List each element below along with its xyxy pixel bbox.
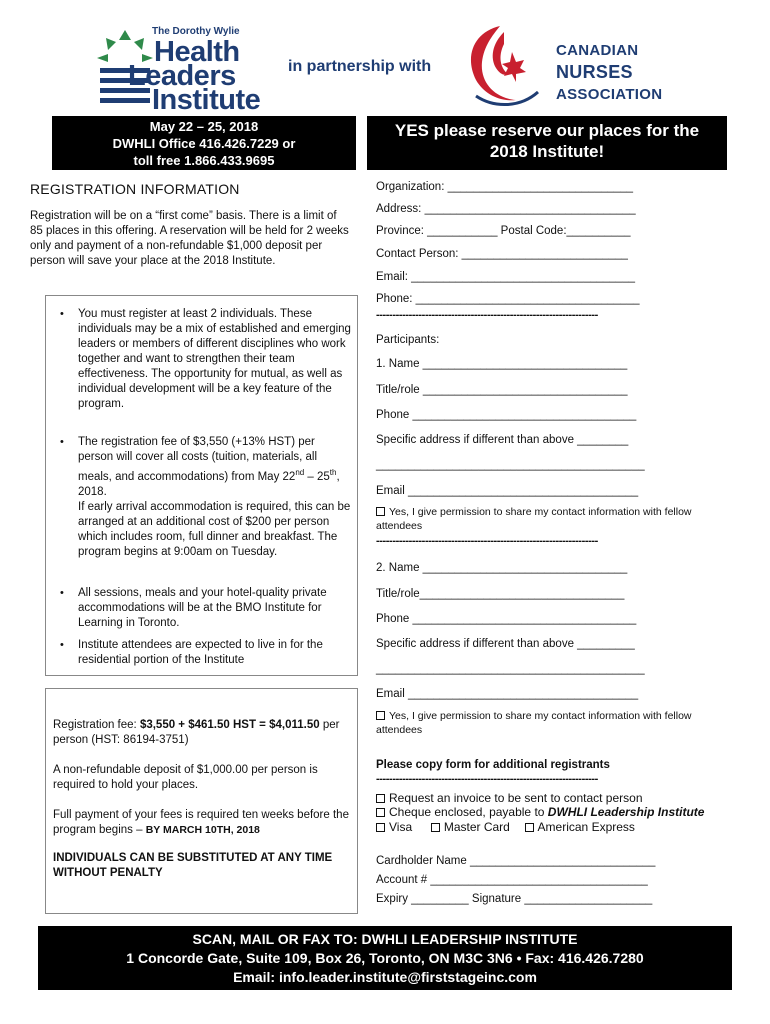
banner-dates: May 22 – 25, 2018 [149,119,259,134]
bullet-text-residential: Institute attendees are expected to live in for the residential portion of the Institute [78,639,323,666]
full-payment-text [53,808,353,838]
registration-heading: REGISTRATION INFORMATION [30,181,240,197]
participant1-email-field[interactable]: Email ____________________________________ [376,485,639,497]
participant2-permission-checkbox[interactable] [376,711,385,720]
logo-institute: Institute [152,84,261,116]
participant1-phone-field[interactable]: Phone ___________________________________ [376,409,637,421]
participant2-email-field[interactable]: Email ____________________________________ [376,688,639,700]
bullet-marker: • [60,639,64,651]
cna-word-association: ASSOCIATION [556,86,663,103]
bullet-marker: • [60,587,64,599]
invoice-label: Request an invoice to be sent to contact person [389,791,643,805]
reserve-banner [367,116,727,170]
cna-word-nurses: NURSES [556,62,633,82]
bullet-text-location: All sessions, meals and your hotel-quality private accommodations will be at the BMO Institute for Learning in Toronto. [78,587,327,629]
early-arrival-text: If early arrival accommodation is required, this can be arranged at an additional cost of $200 per person which includes room, full dinner and breakfast. The program begins at 9:00am on Tuesday. [78,500,351,558]
participant2-phone-field[interactable]: Phone ___________________________________ [376,613,637,625]
sup-nd: nd [295,468,305,477]
participant1-name-field[interactable]: 1. Name ________________________________ [376,358,628,370]
amex-checkbox[interactable] [525,823,534,832]
account-field[interactable]: Account # __________________________________ [376,874,648,886]
fee-coverage-mid: – 25 [304,470,330,483]
deposit-text: A non-refundable deposit of $1,000.00 per person is required to hold your places. [53,764,318,791]
reserve-banner-line1: YES please reserve our places for the [394,121,700,140]
invoice-checkbox[interactable] [376,794,385,803]
contact-person-field[interactable]: Contact Person: __________________________ [376,248,628,260]
organization-field[interactable]: Organization: _____________________________ [376,181,634,193]
separator-dashes: -------------------------------------------------------------------- [376,773,598,785]
province-postal-field[interactable]: Province: ___________ Postal Code:__________ [376,225,631,237]
invoice-option [376,791,643,805]
cardholder-field[interactable]: Cardholder Name _____________________________ [376,855,656,867]
address-field[interactable]: Address: _________________________________ [376,203,636,215]
cna-logo-icon [454,22,548,112]
separator-dashes: -------------------------------------------------------------------- [376,309,598,321]
separator-dashes: -------------------------------------------------------------------- [376,535,598,547]
fee-summary [53,718,353,748]
participant2-address-field[interactable]: Specific address if different than above _________ [376,638,635,650]
mastercard-label: Master Card [443,820,510,834]
partnership-text: in partnership with [288,58,432,75]
cheque-label: Cheque enclosed, payable to [389,805,548,819]
mail-fax-footer [38,926,732,990]
card-options [376,820,635,834]
visa-checkbox[interactable] [376,823,385,832]
logo-leaders: Leaders [128,60,236,92]
participant2-address-line[interactable]: __________________________________________ [376,663,645,675]
cheque-option [376,805,704,819]
bullet-marker: • [60,436,64,448]
participant2-name-field[interactable]: 2. Name ________________________________ [376,562,628,574]
fee-coverage-text: The registration fee of $3,550 (+13% HST) per person will cover all costs (tuition, materials, all meals, and accommodations) from May 22 [78,436,318,483]
participant1-address-field[interactable]: Specific address if different than above ________ [376,434,629,446]
reserve-banner-line2: 2018 Institute! [489,142,605,161]
copy-form-note: Please copy form for additional registrants [376,759,610,771]
bullet-text-minimum-registrants: You must register at least 2 individuals. These individuals may be a mix of established and emerging leaders or members of different disciplines who work together and want to strengthen their team effectiveness. The opportunity for mutual, as well as individual development will be a key feature of the program. [78,308,351,410]
expiry-signature-field[interactable]: Expiry _________ Signature ____________________ [376,893,653,905]
full-payment-note: Full payment of your fees is required ten weeks before the program begins – [53,809,349,836]
fee-label: Registration fee: [53,719,140,731]
visa-label: Visa [389,820,413,834]
phone-field[interactable]: Phone: ___________________________________ [376,293,640,305]
cheque-payee: DWHLI Leadership Institute [547,805,705,819]
participant2-permission [376,709,726,737]
bullet-marker: • [60,308,64,320]
dates-contact-banner [52,116,356,170]
sup-th: th [329,468,337,477]
cheque-checkbox[interactable] [376,808,385,817]
fee-coverage-year: , 2018. [78,470,340,498]
email-field[interactable]: Email: ___________________________________ [376,271,635,283]
bullet-text-registration-fee [78,435,353,560]
footer-email: Email: info.leader.institute@firststageinc.com [233,969,537,985]
substitution-note: INDIVIDUALS CAN BE SUBSTITUTED AT ANY TIME WITHOUT PENALTY [53,852,333,879]
permission-label: Yes, I give permission to share my contact information with fellow attendees [376,506,692,532]
registration-intro: Registration will be on a “first come” basis. There is a limit of 85 places in this offering. A reservation will be held for 2 weeks only and payment of a non-refundable $1,000 deposit per person will save your place at the 2018 Institute. [30,210,349,267]
participant1-title-field[interactable]: Title/role ________________________________ [376,384,628,396]
cna-word-canadian: CANADIAN [556,42,639,59]
participants-label: Participants: [376,334,440,346]
footer-address-fax: 1 Concorde Gate, Suite 109, Box 26, Toronto, ON M3C 3N6 • Fax: 416.426.7280 [126,950,644,966]
amex-label: American Express [537,820,635,834]
participant1-permission-checkbox[interactable] [376,507,385,516]
page-header [0,0,770,116]
banner-office-phone: DWHLI Office 416.426.7229 or [112,136,296,151]
logo-small-text: The Dorothy Wylie [152,26,240,37]
participant1-address-line[interactable]: __________________________________________ [376,459,645,471]
banner-tollfree-phone: toll free 1.866.433.9695 [133,153,275,168]
fee-hst-number: per person (HST: 86194-3751) [53,719,340,746]
logo-health: Health [154,36,240,68]
participant1-permission [376,505,726,533]
footer-send-to: SCAN, MAIL OR FAX TO: DWHLI LEADERSHIP INSTITUTE [192,931,578,947]
permission-label: Yes, I give permission to share my contact information with fellow attendees [376,710,692,736]
mastercard-checkbox[interactable] [431,823,440,832]
fee-total: $3,550 + $461.50 HST = $4,011.50 [139,719,320,731]
participant2-title-field[interactable]: Title/role________________________________ [376,588,625,600]
payment-deadline: BY MARCH 10TH, 2018 [145,824,260,836]
